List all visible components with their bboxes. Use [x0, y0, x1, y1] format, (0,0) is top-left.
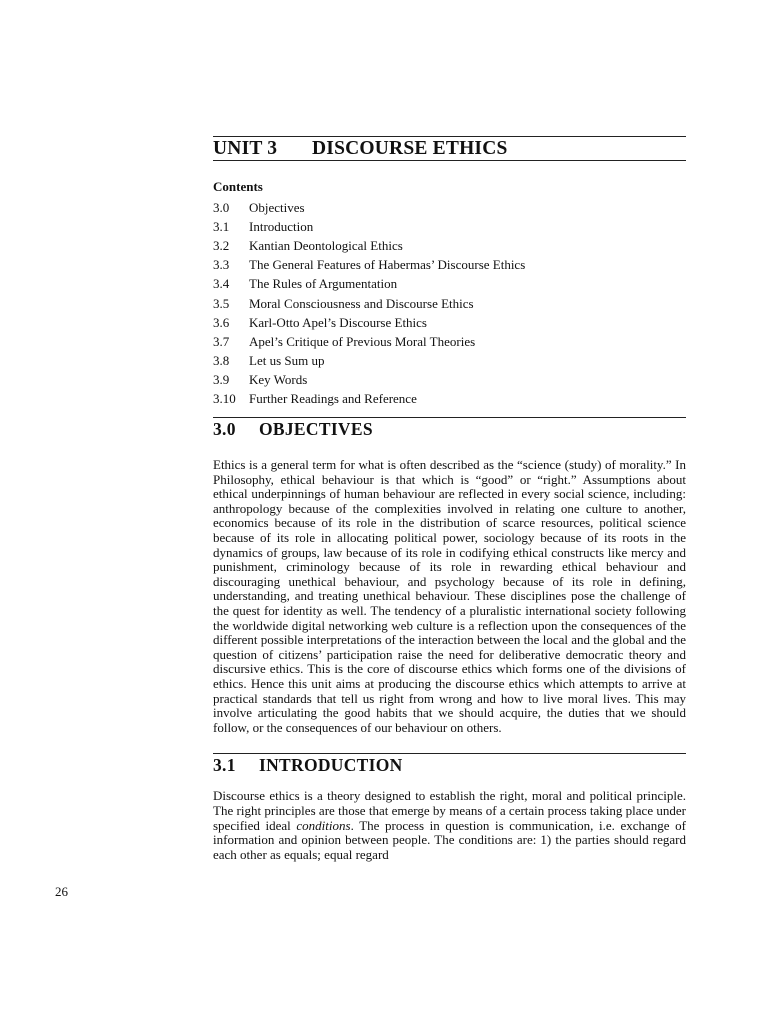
introduction-text-start: Discourse ethics is a theory designed to establish the right, moral and political principle. The right principles are those that emerge by means of a certain process taking place under specified ideal	[213, 788, 686, 833]
toc-item-number: 3.7	[213, 333, 230, 349]
toc-item-label: Objectives	[249, 199, 305, 215]
document-page	[213, 136, 686, 862]
toc-item-number: 3.9	[213, 372, 230, 388]
toc-item-number: 3.4	[213, 276, 230, 292]
table-of-contents	[213, 198, 686, 409]
toc-item	[213, 313, 686, 332]
toc-item-label: Further Readings and Reference	[249, 391, 417, 407]
unit-number: UNIT 3	[213, 138, 278, 159]
toc-item-label: The General Features of Habermas’ Discourse Ethics	[249, 257, 526, 273]
toc-item-label: Kantian Deontological Ethics	[249, 237, 403, 253]
toc-item	[213, 275, 686, 294]
section-heading-objectives	[213, 417, 686, 440]
toc-item-number: 3.5	[213, 295, 230, 311]
unit-header	[213, 136, 686, 161]
toc-item-number: 3.2	[213, 237, 230, 253]
toc-item-label: Apel’s Critique of Previous Moral Theories	[249, 333, 476, 349]
toc-item-label: Let us Sum up	[249, 353, 325, 369]
section-number: 3.1	[213, 754, 236, 775]
contents-heading: Contents	[213, 179, 263, 194]
toc-item-label: Karl-Otto Apel’s Discourse Ethics	[249, 314, 427, 330]
toc-item	[213, 256, 686, 275]
toc-item	[213, 236, 686, 255]
toc-item	[213, 198, 686, 217]
toc-item-label: Moral Consciousness and Discourse Ethics	[249, 295, 474, 311]
toc-item	[213, 390, 686, 409]
introduction-paragraph	[213, 789, 686, 862]
page-number: 26	[55, 884, 68, 899]
section-title: INTRODUCTION	[259, 754, 403, 775]
toc-item	[213, 332, 686, 351]
toc-item-number: 3.0	[213, 199, 230, 215]
toc-item-label: Introduction	[249, 218, 314, 234]
introduction-emphasis: conditions	[296, 817, 351, 833]
toc-item	[213, 371, 686, 390]
toc-item	[213, 294, 686, 313]
toc-item-number: 3.8	[213, 353, 230, 369]
unit-title: DISCOURSE ETHICS	[312, 138, 508, 159]
toc-item	[213, 352, 686, 371]
toc-item-number: 3.6	[213, 314, 230, 330]
toc-item-label: Key Words	[249, 372, 308, 388]
objectives-paragraph: Ethics is a general term for what is often described as the “science (study) of morality.” In Philosophy, ethical behaviour is that which is “good” or “right.” Assumptions about ethical underpinnings of human behaviour are reflected in every social science, including: anthropology because of the complexities involved in relating one culture to another, economics because of its role in the distribution of scarce resources, political science because of its role in allocating political power, sociology because of its roots in the dynamics of groups, law because of its role in codifying ethical constructs like mercy and punishment, criminology because of its role in rewarding ethical behaviour and discouraging unethical behaviour, and psychology because of its role in defining, understanding, and treating unethical behaviour. These disciplines pose the challenge of the quest for identity as well. The tendency of a pluralistic international society following the worldwide digital networking web culture is a reflection upon the consequences of the different possible interpretations of the interaction between the local and the global and the question of citizens’ participation raise the need for deliberative democratic theory and discursive ethics. This is the core of discourse ethics which forms one of the divisions of ethics. Hence this unit aims at producing the discourse ethics which attempts to arrive at practical standards that tell us right from wrong and how to live moral lives. This may involve articulating the good habits that we should acquire, the duties that we should follow, or the consequences of our behaviour on others.	[213, 457, 687, 735]
section-number: 3.0	[213, 418, 236, 439]
introduction-text-end: . The process in question is communication, i.e. exchange of information and opinion between people. The conditions are: 1) the parties should regard each other as equals; equal regard	[213, 817, 686, 862]
toc-item-number: 3.3	[213, 257, 230, 273]
section-heading-introduction	[213, 753, 686, 776]
toc-item-number: 3.10	[213, 391, 236, 407]
toc-item-number: 3.1	[213, 218, 230, 234]
section-title: OBJECTIVES	[259, 418, 373, 439]
toc-item	[213, 217, 686, 236]
toc-item-label: The Rules of Argumentation	[249, 276, 398, 292]
